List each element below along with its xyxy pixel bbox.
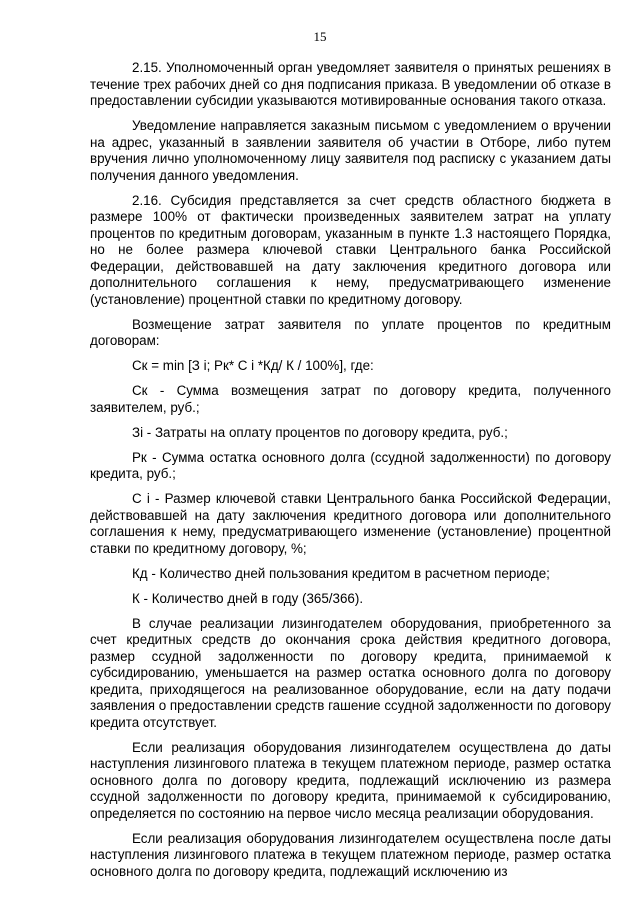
paragraph-sale-after-payment: Если реализация оборудования лизингодателем осуществлена после даты наступления лизингового платежа в текущем платежном периоде, размер остатка основного долга по договору кредита, подлежащий исключению из [90,830,611,879]
definition-ci: С i - Размер ключевой ставки Центрального банка Российской Федерации, действовавшей на дату заключения кредитного договора или дополнительного соглашения к нему, предусматривающего изменение (установление) процентной ставки по кредитному договору, %; [90,491,611,556]
paragraph-reimbursement-intro: Возмещение затрат заявителя по уплате процентов по кредитным договорам: [90,316,611,348]
definition-k: К - Количество дней в году (365/366). [132,590,364,606]
definition-zi: Зi - Затраты на оплату процентов по договору кредита, руб.; [132,424,508,440]
paragraph-2-15: 2.15. Уполномоченный орган уведомляет заявителя о принятых решениях в течение трех рабочих дней со дня подписания приказа. В уведомлении об отказе в предоставлении субсидии указываются мотивированные основания такого отказа. [90,60,611,108]
paragraph-sale-before-payment: Если реализация оборудования лизингодателем осуществлена до даты наступления лизингового платежа в текущем платежном периоде, размер остатка основного долга по договору кредита, подлежащий исключению из размера ссудной задолженности по договору кредита, принимаемой к субсидированию, определяется по состоянию на первое число месяца реализации оборудования. [90,739,611,821]
formula-line: Ск = min [З i; Рк* С i *Кд/ К / 100%], где: [132,358,374,373]
definition-kd: Кд - Количество дней пользования кредитом в расчетном периоде; [132,565,550,581]
paragraph-notification: Уведомление направляется заказным письмом с уведомлением о вручении на адрес, указанный в заявлении заявителя об участии в Отборе, либо путем вручения лично уполномоченному лицу заявителя под расписку с указанием даты получения данного уведомления. [90,118,611,183]
paragraph-equipment-sale: В случае реализации лизингодателем оборудования, приобретенного за счет кредитных средств до окончания срока действия кредитного договора, размер ссудной задолженности по договору кредита, принимаемой к субсидированию, уменьшается на размер остатка основного долга по договору кредита, приходящегося на реализованное оборудование, если на дату подачи заявления о предоставлении средств гашение ссудной задолженности по договору кредита отсутствует. [90,615,611,730]
definition-sk: Ск - Сумма возмещения затрат по договору кредита, полученного заявителем, руб.; [90,383,611,415]
document-body [90,60,611,889]
definition-rk: Рк - Сумма остатка основного долга (ссудной задолженности) по договору кредита, руб.; [90,449,611,481]
page-number: 15 [313,29,327,44]
paragraph-2-16: 2.16. Субсидия представляется за счет средств областного бюджета в размере 100% от фактически произведенных заявителем затрат на уплату процентов по кредитным договорам, указанным в пункте 1.3 настоящего Порядка, но не более размера ключевой ставки Центрального банка Российской Федерации, действовавшей на дату заключения кредитного договора или дополнительного соглашения к нему, предусматривающего изменение (установление) процентной ставки по кредитному договору. [90,192,611,307]
